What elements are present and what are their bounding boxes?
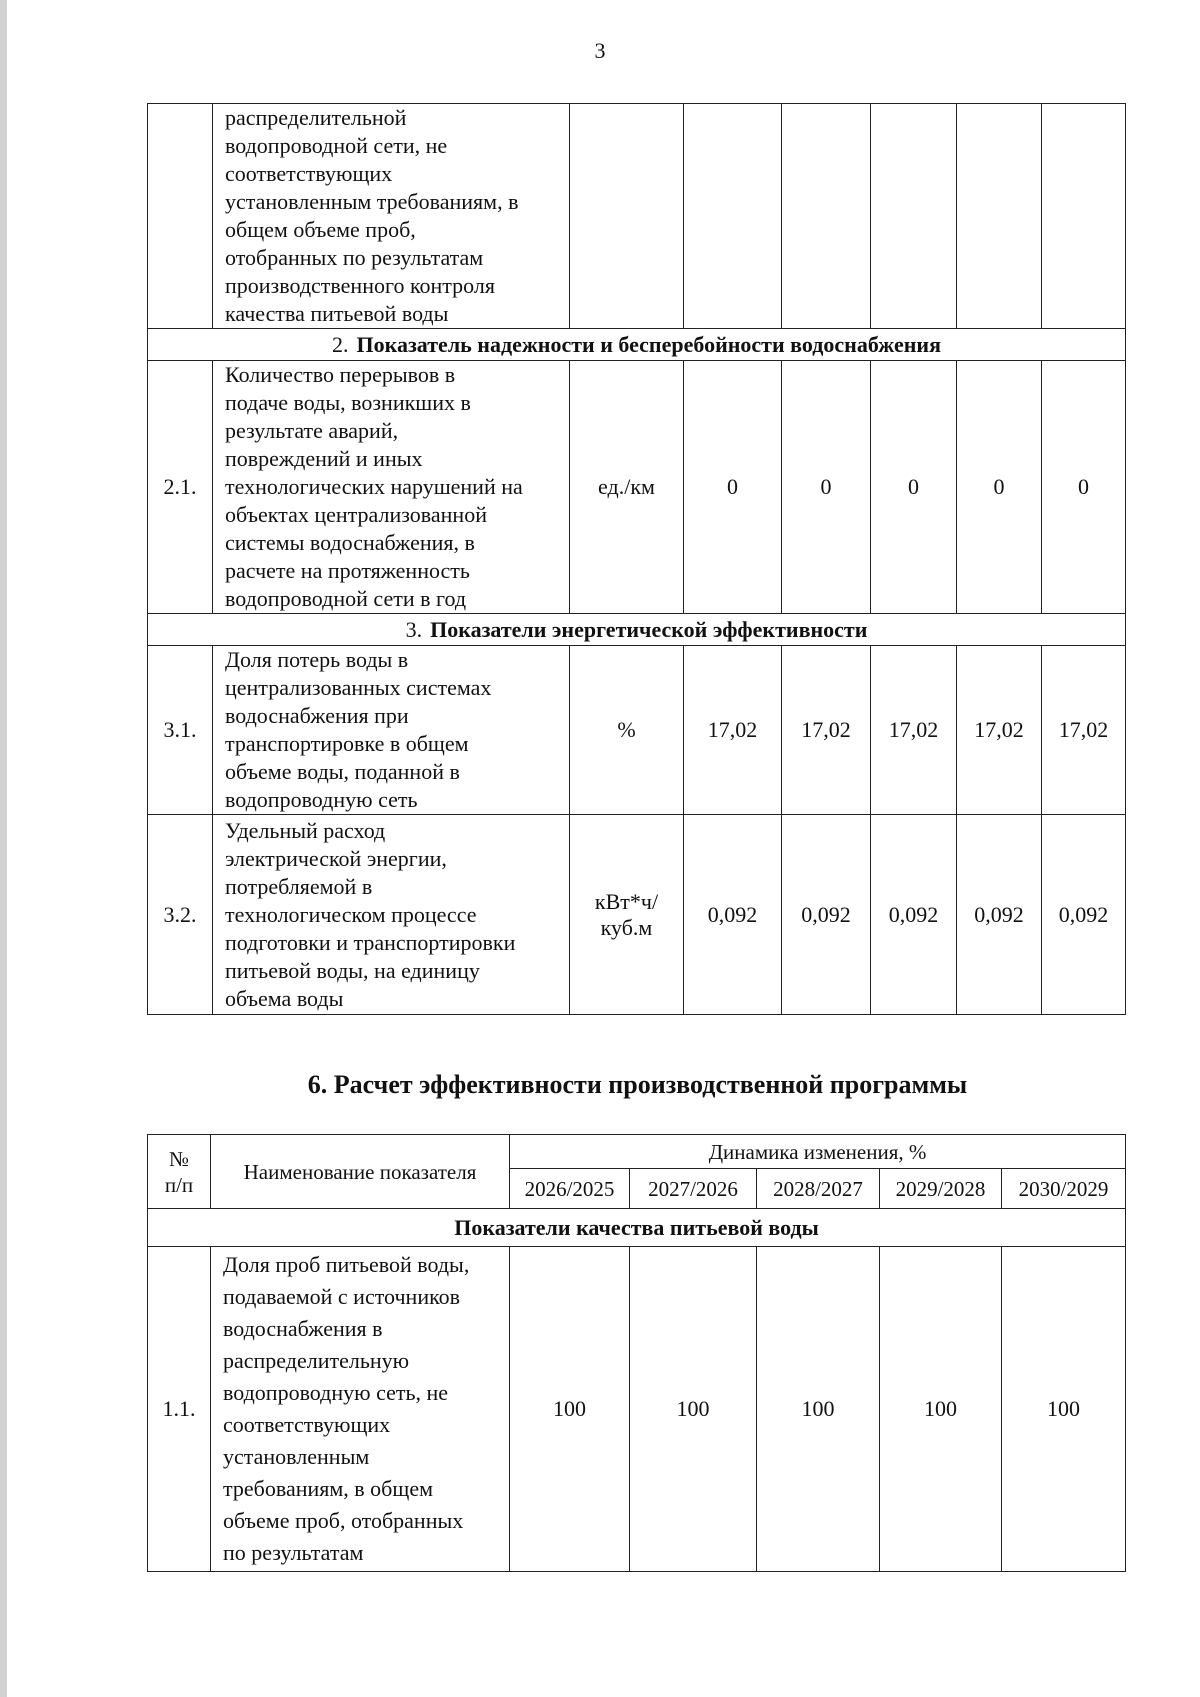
header-number-line: п/п <box>164 1172 194 1197</box>
value-cell: 100 <box>880 1247 1002 1572</box>
value-cell: 0,092 <box>684 815 782 1015</box>
header-row <box>148 1135 1126 1169</box>
description-line: транспортировке в общем <box>225 731 469 756</box>
description-line: водопроводной сети в год <box>225 586 467 611</box>
header-period-cell: 2026/2025 <box>510 1169 630 1209</box>
description-line: объема воды <box>225 985 344 1011</box>
description-line: объеме проб, отобранных <box>223 1508 464 1533</box>
value-cell: 0,092 <box>1042 815 1126 1015</box>
section-header <box>148 329 1126 361</box>
description-line: водопроводную сеть, не <box>223 1380 449 1405</box>
indicators-table <box>147 103 1126 1015</box>
description-line: расчете на протяженность <box>225 558 470 583</box>
value-cell <box>782 104 871 329</box>
section-6-heading: 6. Расчет эффективности производственной программы <box>307 1070 968 1099</box>
section-row <box>148 329 1126 361</box>
description-line: подготовки и транспортировки <box>225 929 516 955</box>
description-line: распределительной <box>225 105 407 130</box>
row-number-cell: 3.2. <box>148 815 213 1015</box>
header-period-cell: 2029/2028 <box>880 1169 1002 1209</box>
value-cell <box>957 104 1042 329</box>
value-cell: 0 <box>1042 361 1126 614</box>
description-line: централизованных системах <box>225 675 492 700</box>
description-line: по результатам <box>223 1540 364 1565</box>
section-number: 2. <box>332 331 349 357</box>
description-line: Удельный расход <box>225 817 386 843</box>
value-cell: 17,02 <box>782 646 871 815</box>
indicator-description-cell <box>213 815 570 1015</box>
section-row <box>148 1209 1126 1247</box>
value-cell: 100 <box>630 1247 757 1572</box>
unit-cell <box>570 104 684 329</box>
description-line: установленным требованиям, в <box>225 189 519 214</box>
section-header: Показатели качества питьевой воды <box>148 1209 1126 1247</box>
scan-edge <box>0 0 7 1697</box>
value-cell: 17,02 <box>871 646 957 815</box>
value-cell: 0 <box>871 361 957 614</box>
value-cell: 100 <box>510 1247 630 1572</box>
value-cell: 17,02 <box>684 646 782 815</box>
header-period-cell: 2028/2027 <box>757 1169 880 1209</box>
value-cell: 0 <box>782 361 871 614</box>
value-cell: 100 <box>1002 1247 1126 1572</box>
description-line: распределительную <box>223 1348 410 1373</box>
description-line: объеме воды, поданной в <box>225 759 460 784</box>
indicator-description-cell <box>213 104 570 329</box>
description-line: объектах централизованной <box>225 502 487 527</box>
header-name-cell: Наименование показателя <box>211 1135 510 1209</box>
header-number-cell <box>148 1135 211 1209</box>
value-cell: 0,092 <box>957 815 1042 1015</box>
table-row <box>148 815 1126 1015</box>
value-cell: 0 <box>684 361 782 614</box>
unit-line: кВт*ч/ <box>594 888 659 914</box>
indicator-description-cell <box>213 646 570 815</box>
section-title: Показатель надежности и бесперебойности водоснабжения <box>356 331 941 357</box>
indicator-description-cell <box>211 1247 510 1572</box>
value-cell <box>1042 104 1126 329</box>
section-title: Показатели энергетической эффективности <box>430 616 868 642</box>
value-cell: 0 <box>957 361 1042 614</box>
section-header <box>148 614 1126 646</box>
indicator-description-cell <box>213 361 570 614</box>
row-number-cell <box>148 104 213 329</box>
value-cell <box>871 104 957 329</box>
description-line: Доля проб питьевой воды, <box>223 1252 470 1277</box>
description-line: результате аварий, <box>225 418 399 443</box>
description-line: повреждений и иных <box>225 446 423 471</box>
description-line: потребляемой в <box>225 873 373 899</box>
description-line: водопроводную сеть <box>225 787 418 812</box>
description-line: системы водоснабжения, в <box>225 530 475 555</box>
value-cell: 100 <box>757 1247 880 1572</box>
page-number: 3 <box>594 38 606 63</box>
description-line: производственного контроля <box>225 273 495 298</box>
value-cell: 17,02 <box>957 646 1042 815</box>
header-period-cell: 2027/2026 <box>630 1169 757 1209</box>
table-row <box>148 361 1126 614</box>
row-number-cell: 2.1. <box>148 361 213 614</box>
description-line: питьевой воды, на единицу <box>225 957 480 983</box>
description-line: водоснабжения при <box>225 703 409 728</box>
description-line: соответствующих <box>223 1412 391 1437</box>
description-line: общем объеме проб, <box>225 217 416 242</box>
row-number-cell: 1.1. <box>148 1247 211 1572</box>
efficiency-table <box>147 1134 1126 1572</box>
description-line: водоснабжения в <box>223 1316 383 1341</box>
value-cell: 0,092 <box>782 815 871 1015</box>
description-line: Доля потерь воды в <box>225 647 409 672</box>
description-line: соответствующих <box>225 161 393 186</box>
header-number-line: № <box>168 1146 190 1171</box>
description-line: требованиям, в общем <box>223 1476 433 1501</box>
description-line: технологических нарушений на <box>225 474 523 499</box>
header-dynamics-cell: Динамика изменения, % <box>510 1135 1126 1169</box>
section-number: 3. <box>405 616 423 642</box>
unit-cell: ед./км <box>570 361 684 614</box>
table-row <box>148 104 1126 329</box>
value-cell <box>684 104 782 329</box>
description-line: водопроводной сети, не <box>225 133 448 158</box>
row-number-cell: 3.1. <box>148 646 213 815</box>
table-row <box>148 646 1126 815</box>
table-row <box>148 1247 1126 1572</box>
value-cell: 17,02 <box>1042 646 1126 815</box>
description-line: подаче воды, возникших в <box>225 390 471 415</box>
description-line: технологическом процессе <box>225 901 477 927</box>
description-line: электрической энергии, <box>225 845 447 871</box>
unit-cell <box>570 815 684 1015</box>
unit-line: куб.м <box>600 914 653 940</box>
description-line: установленным <box>223 1444 370 1469</box>
section-row <box>148 614 1126 646</box>
description-line: подаваемой с источников <box>223 1284 461 1309</box>
header-period-cell: 2030/2029 <box>1002 1169 1126 1209</box>
description-line: отобранных по результатам <box>225 245 484 270</box>
description-line: качества питьевой воды <box>225 301 449 326</box>
description-line: Количество перерывов в <box>225 362 456 387</box>
value-cell: 0,092 <box>871 815 957 1015</box>
unit-cell: % <box>570 646 684 815</box>
